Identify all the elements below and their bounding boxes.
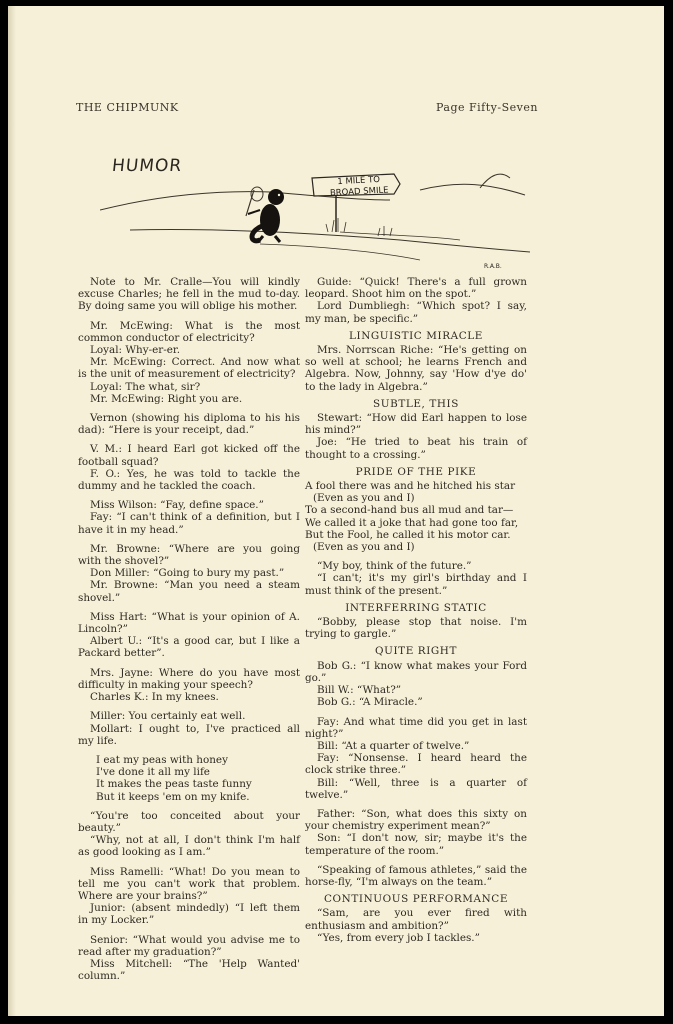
paragraph: V. M.: I heard Earl got kicked off the football squad? — [78, 443, 300, 468]
paragraph: Junior: (absent mindedly) “I left them in my Locker.” — [78, 902, 300, 927]
artist-initials: R.A.B. — [484, 263, 502, 270]
paragraph: “Bobby, please stop that noise. I'm trying to gargle.” — [305, 616, 527, 641]
poem-line: I've done it all my life — [96, 766, 210, 779]
verse-line: (Even as you and I) — [313, 541, 415, 554]
verse-line: To a second-hand bus all mud and tar— — [305, 504, 514, 517]
paragraph: “I can't; it's my girl's birthday and I must think of the present.” — [305, 572, 527, 597]
publication-title: THE CHIPMUNK — [76, 101, 179, 114]
paragraph: Charles K.: In my knees. — [90, 691, 219, 704]
paragraph: Loyal: The what, sir? — [90, 380, 201, 393]
paragraph: Mollart: I ought to, I've practiced all my life. — [78, 722, 300, 747]
sign-line-1: 1 MILE TO — [337, 174, 381, 188]
paragraph: Mrs. Jayne: Where do you have most difficulty in making your speech? — [78, 666, 300, 691]
paragraph: “My boy, think of the future.” — [317, 560, 472, 573]
page-number: Page Fifty-Seven — [436, 101, 538, 114]
paragraph: Mrs. Norrscan Riche: “He's getting on so well at school; he learns French and Algebra. Now, Johnny, say 'How d'ye do' to the lady in Algebra.” — [305, 344, 527, 393]
paragraph: Fay: “Nonsense. I heard heard the clock strike three.” — [305, 752, 527, 777]
paragraph: Fay: And what time did you get in last night?” — [305, 715, 527, 740]
section-heading: LINGUISTIC MIRACLE — [349, 329, 483, 342]
paragraph: Bill W.: “What?” — [317, 684, 402, 697]
verse-line: (Even as you and I) — [313, 492, 415, 505]
paragraph: Senior: “What would you advise me to read after my graduation?” — [78, 933, 300, 958]
poem — [96, 754, 300, 803]
paragraph: Don Miller: “Going to bury my past.” — [90, 567, 285, 580]
verse-line: A fool there was and he hitched his star — [305, 480, 516, 493]
paragraph: Miss Ramelli: “What! Do you mean to tell me you can't work that problem. Where are your brains?” — [78, 865, 300, 902]
paragraph: Note to Mr. Cralle—You will kindly excuse Charles; he fell in the mud to-day. By doing same you will oblige his mother. — [78, 276, 300, 313]
paragraph: Albert U.: “It's a good car, but I like a Packard better”. — [78, 635, 300, 660]
paragraph: Guide: “Quick! There's a full grown leopard. Shoot him on the spot.” — [305, 276, 527, 301]
hill-line-far — [420, 184, 525, 195]
paragraph: Miss Hart: “What is your opinion of A. Lincoln?” — [78, 610, 300, 636]
right-column — [305, 276, 527, 944]
chipmunk-figure — [248, 189, 284, 242]
paragraph: “Why, not at all, I don't think I'm half as good looking as I am.” — [78, 834, 300, 859]
paragraph: Loyal: Why-er-er. — [90, 344, 181, 357]
paragraph: Bob G.: “I know what makes your Ford go.” — [305, 659, 527, 684]
poem-line: It makes the peas taste funny — [96, 778, 252, 791]
poem-line: But it keeps 'em on my knife. — [96, 790, 250, 803]
section-heading: CONTINUOUS PERFORMANCE — [323, 893, 509, 906]
paragraph: “Sam, are you ever fired with enthusiasm and ambition?” — [305, 907, 527, 932]
paragraph: Mr. McEwing: What is the most common conductor of electricity? — [78, 319, 300, 344]
verse — [305, 480, 527, 553]
paragraph: Miller: You certainly eat well. — [90, 710, 246, 723]
verse-line: But the Fool, he called it his motor car. — [305, 528, 511, 541]
page-fold-shadow — [8, 6, 16, 1016]
paragraph: Father: “Son, what does this sixty on your chemistry experiment mean?” — [305, 807, 527, 833]
left-column — [78, 276, 300, 982]
verse-line: We called it a joke that had gone too far, — [305, 516, 519, 529]
ground-line — [130, 229, 530, 252]
sign-text — [315, 174, 402, 200]
paragraph: Mr. Browne: “Man you need a steam shovel.” — [78, 579, 300, 604]
paragraph: Miss Mitchell: “The 'Help Wanted' column.” — [78, 957, 300, 983]
section-heading: PRIDE OF THE PIKE — [355, 465, 477, 478]
ground-line-2 — [260, 244, 420, 260]
paragraph: “Yes, from every job I tackles.” — [317, 931, 480, 944]
poem-line: I eat my peas with honey — [96, 753, 228, 766]
paragraph: Bill: “At a quarter of twelve.” — [317, 739, 470, 752]
sign-line-2: BROAD SMILE — [329, 185, 389, 199]
paragraph: Lord Dumbliegh: “Which spot? I say, my man, be specific.” — [305, 300, 527, 325]
paragraph: Vernon (showing his diploma to his his dad): “Here is your receipt, dad.” — [78, 412, 300, 437]
humor-heading: HUMOR — [110, 156, 184, 176]
section-heading: QUITE RIGHT — [374, 645, 458, 658]
paragraph: “You're too conceited about your beauty.” — [78, 809, 300, 834]
ground-line-3 — [340, 232, 460, 240]
paragraph: Bill: “Well, three is a quarter of twelve.” — [305, 776, 527, 801]
paragraph: Mr. McEwing: Correct. And now what is the unit of measurement of electricity? — [78, 356, 300, 381]
paragraph: “Speaking of famous athletes,” said the horse-fly, “I'm always on the team.” — [305, 863, 527, 888]
paragraph: Stewart: “How did Earl happen to lose his mind?” — [305, 412, 527, 437]
section-heading: SUBTLE, THIS — [373, 397, 459, 410]
paragraph: Bob G.: “A Miracle.” — [317, 696, 423, 709]
paragraph: Mr. Browne: “Where are you going with the shovel?” — [78, 542, 300, 568]
paragraph: Joe: “He tried to beat his train of thought to a crossing.” — [305, 436, 527, 461]
paragraph: Miss Wilson: “Fay, define space.” — [90, 499, 264, 512]
paragraph: Fay: “I can't think of a definition, but I have it in my head.” — [78, 511, 300, 536]
section-heading: INTERFERRING STATIC — [345, 601, 487, 614]
paragraph: F. O.: Yes, he was told to tackle the dummy and he tackled the coach. — [78, 467, 300, 493]
paragraph: Son: “I don't now, sir; maybe it's the temperature of the room.” — [305, 832, 527, 857]
paragraph: Mr. McEwing: Right you are. — [90, 392, 243, 405]
